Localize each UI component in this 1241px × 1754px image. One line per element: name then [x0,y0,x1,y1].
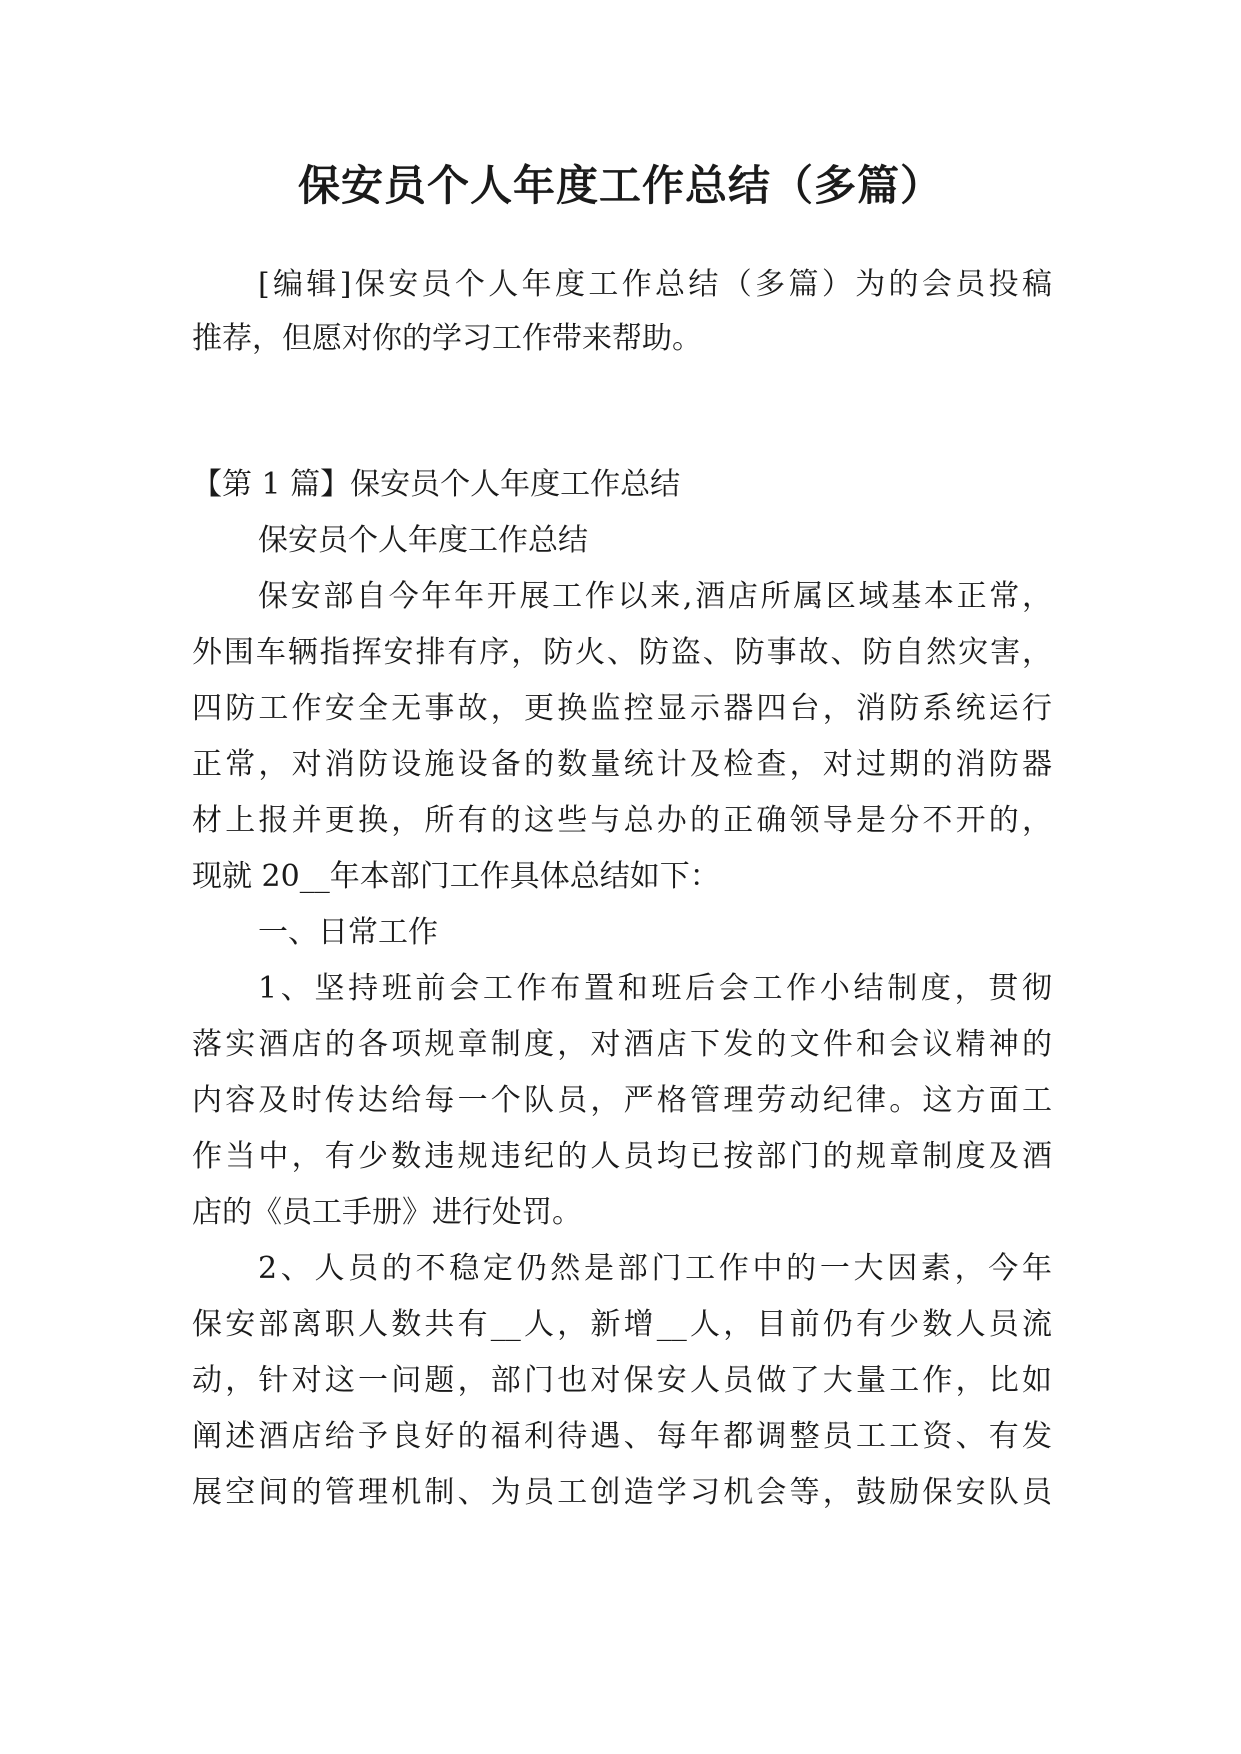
paragraph-line: 保安部自今年年开展工作以来,酒店所属区域基本正常， [258,579,1052,614]
intro-line-1: [编辑]保安员个人年度工作总结（多篇）为的会员投稿 [258,267,1052,302]
paragraph-line: 四防工作安全无事故，更换监控显示器四台，消防系统运行 [192,691,1052,726]
paragraph-line: 材上报并更换，所有的这些与总办的正确领导是分不开的， [192,803,1052,838]
document-title: 保安员个人年度工作总结（多篇） [297,161,943,210]
section-heading: 【第 1 篇】保安员个人年度工作总结 [192,467,681,502]
paragraph-line: 内容及时传达给每一个队员，严格管理劳动纪律。这方面工 [192,1083,1052,1118]
section-subtitle: 一、日常工作 [258,915,438,950]
paragraph-line: 外围车辆指挥安排有序，防火、防盗、防事故、防自然灾害， [192,635,1052,670]
paragraph-line: 展空间的管理机制、为员工创造学习机会等，鼓励保安队员 [192,1475,1052,1510]
paragraph-line: 正常，对消防设施设备的数量统计及检查，对过期的消防器 [192,747,1052,782]
paragraph-line: 1、坚持班前会工作布置和班后会工作小结制度，贯彻 [258,971,1052,1006]
paragraph-line: 2、人员的不稳定仍然是部门工作中的一大因素，今年 [258,1251,1052,1286]
paragraph-line: 店的《员工手册》进行处罚。 [192,1195,582,1230]
paragraph-line: 现就 20__年本部门工作具体总结如下： [192,859,720,894]
intro-line-2: 推荐，但愿对你的学习工作带来帮助。 [192,321,702,356]
paragraph-line: 作当中，有少数违规违纪的人员均已按部门的规章制度及酒 [192,1139,1052,1174]
paragraph-line: 保安部离职人数共有__人，新增__人，目前仍有少数人员流 [192,1307,1052,1342]
section-subheading: 保安员个人年度工作总结 [258,523,588,558]
paragraph-line: 阐述酒店给予良好的福利待遇、每年都调整员工工资、有发 [192,1419,1052,1454]
paragraph-line: 落实酒店的各项规章制度，对酒店下发的文件和会议精神的 [192,1027,1052,1062]
paragraph-line: 动，针对这一问题，部门也对保安人员做了大量工作，比如 [192,1363,1052,1398]
